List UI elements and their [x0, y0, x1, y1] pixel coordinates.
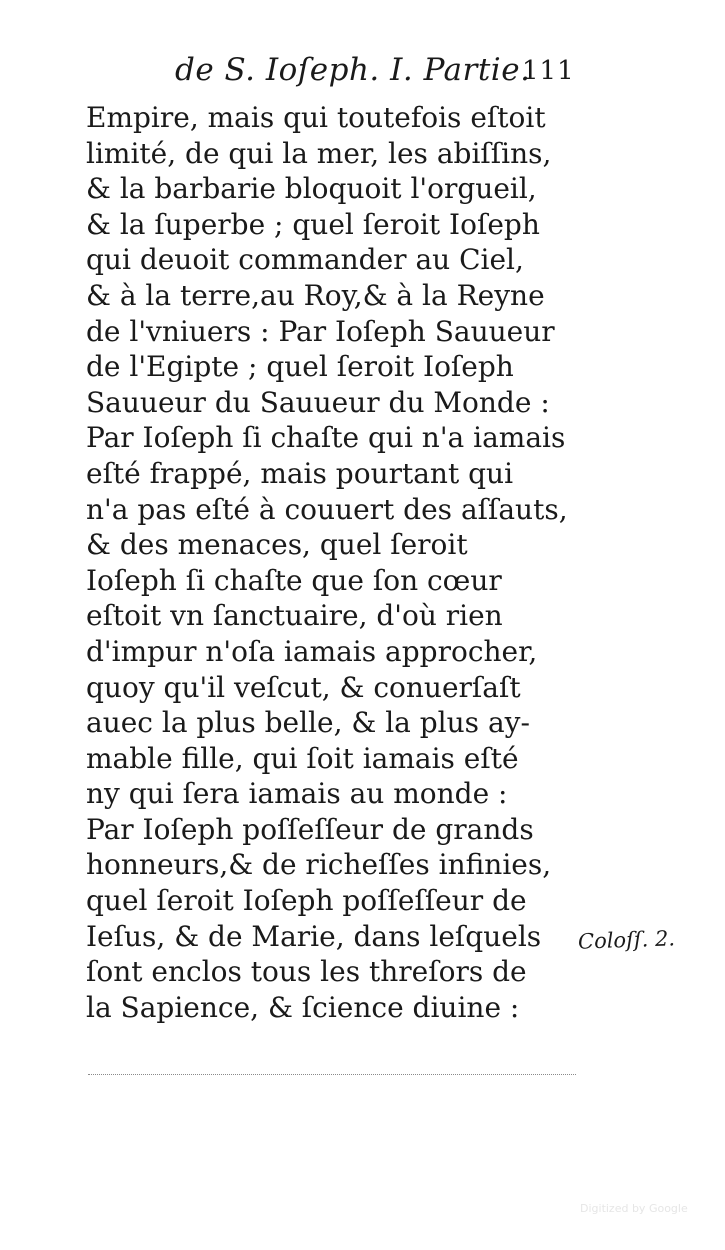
- text-line: ny qui ſera iamais au monde :: [86, 777, 508, 811]
- bottom-rule: [88, 1074, 576, 1075]
- text-line: auec la plus belle, & la plus ay-: [86, 706, 530, 740]
- text-line: & à la terre,au Roy,& à la Reyne: [86, 278, 545, 312]
- text-line: de l'Egipte ; quel ſeroit Ioſeph: [86, 350, 514, 384]
- text-line: Par Ioſeph ſi chaſte qui n'a iamais: [86, 421, 566, 455]
- text-line: la Sapience, & ſcience diuine :: [86, 990, 520, 1024]
- watermark: Digitized by Google: [580, 1202, 688, 1215]
- text-line: mable fille, qui ſoit iamais eſté: [86, 741, 519, 775]
- text-line: ſont enclos tous les threſors de: [86, 955, 527, 989]
- text-line: Sauueur du Sauueur du Monde :: [86, 385, 550, 419]
- text-line: & la ſuperbe ; quel ſeroit Ioſeph: [86, 207, 540, 241]
- running-head: de S. Ioſeph. I. Partie.: [175, 52, 531, 88]
- text-line: quoy qu'il veſcut, & conuerſaſt: [86, 670, 521, 704]
- text-line: limité, de qui la mer, les abiſſins,: [86, 136, 552, 170]
- text-line: & des menaces, quel ſeroit: [86, 528, 468, 562]
- marginal-note: Coloſſ. 2.: [577, 926, 676, 954]
- text-line: qui deuoit commander au Ciel,: [86, 243, 524, 277]
- text-line: honneurs,& de richeſſes infinies,: [86, 848, 552, 882]
- page-number: 111: [522, 56, 575, 86]
- text-line: d'impur n'oſa iamais approcher,: [86, 634, 538, 668]
- text-line: eſtoit vn ſanctuaire, d'où rien: [86, 599, 503, 633]
- text-line: quel ſeroit Ioſeph poſſeſſeur de: [86, 884, 527, 918]
- text-line: Par Ioſeph poſſeſſeur de grands: [86, 812, 534, 846]
- text-line: n'a pas eſté à couuert des aſſauts,: [86, 492, 568, 526]
- text-line: Ioſeph ſi chaſte que ſon cœur: [86, 563, 502, 597]
- text-line: & la barbarie bloquoit l'orgueil,: [86, 172, 537, 206]
- text-line: Empire, mais qui toutefois eſtoit: [86, 101, 546, 134]
- text-line: eſté frappé, mais pourtant qui: [86, 456, 514, 490]
- body-text: [86, 100, 574, 1025]
- text-line: de l'vniuers : Par Ioſeph Sauueur: [86, 314, 555, 348]
- text-line: Ieſus, & de Marie, dans leſquels: [86, 919, 542, 953]
